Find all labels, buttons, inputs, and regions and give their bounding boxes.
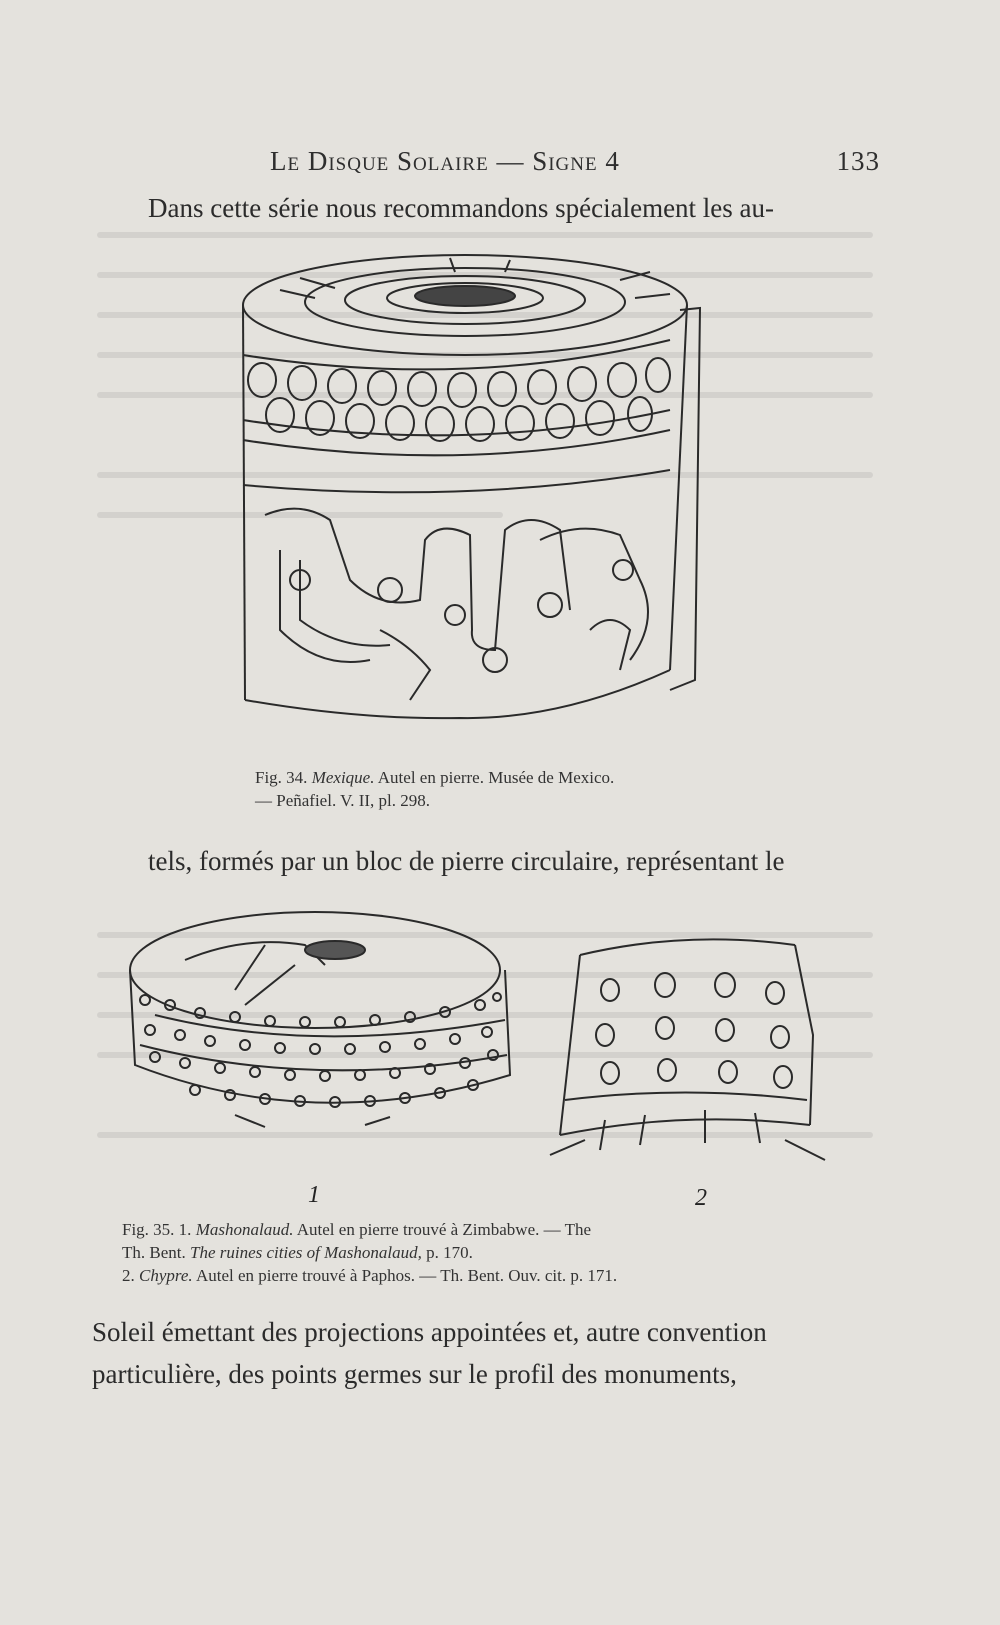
caption-place-italic: Chypre. [139, 1266, 193, 1285]
caption-place-italic: Mashonalaud. [195, 1220, 294, 1239]
caption-text: Th. Bent. [122, 1243, 190, 1262]
body-text-line: particulière, des points germes sur le profil des monuments, [92, 1359, 737, 1389]
caption-place-italic: Mexique. [311, 768, 375, 787]
caption-text: Autel en pierre. Musée de Mexico. [374, 768, 615, 787]
running-head-title: Le Disque Solaire — Signe 4 [270, 146, 620, 176]
figure-34-altar-illustration [240, 250, 730, 760]
caption-text: — Peñafiel. V. II, pl. 298. [255, 791, 431, 810]
page-number: 133 [836, 146, 880, 176]
figure-label-2: 2 [695, 1185, 707, 1211]
figure-35-2-dot-pattern [596, 973, 792, 1088]
figure-label-1: 1 [308, 1182, 320, 1208]
body-text-line: tels, formés par un bloc de pierre circulaire, représentant le [148, 846, 785, 876]
figure-34-circle-pattern [248, 358, 670, 672]
caption-text: Fig. 34. [255, 768, 312, 787]
caption-text: Fig. 35. 1. [122, 1220, 196, 1239]
caption-text: Autel en pierre trouvé à Zimbabwe. — The [293, 1220, 591, 1239]
figure-35-caption [122, 1218, 617, 1287]
figure-35-1-zimbabwe-altar-illustration [125, 905, 525, 1175]
caption-text: 2. [122, 1266, 139, 1285]
figure-35-2-paphos-altar-illustration [545, 925, 835, 1185]
caption-text: Autel en pierre trouvé à Paphos. — Th. Bent. Ouv. cit. p. 171. [192, 1266, 618, 1285]
figure-34-caption [255, 766, 614, 812]
caption-book-title-italic: The ruines cities of Mashonalaud, [190, 1243, 422, 1262]
body-text-line: Soleil émettant des projections appointées et, autre convention [92, 1317, 767, 1347]
running-head [270, 146, 880, 177]
body-text-line: Dans cette série nous recommandons spécialement les au- [148, 193, 775, 223]
caption-text: p. 170. [421, 1243, 473, 1262]
